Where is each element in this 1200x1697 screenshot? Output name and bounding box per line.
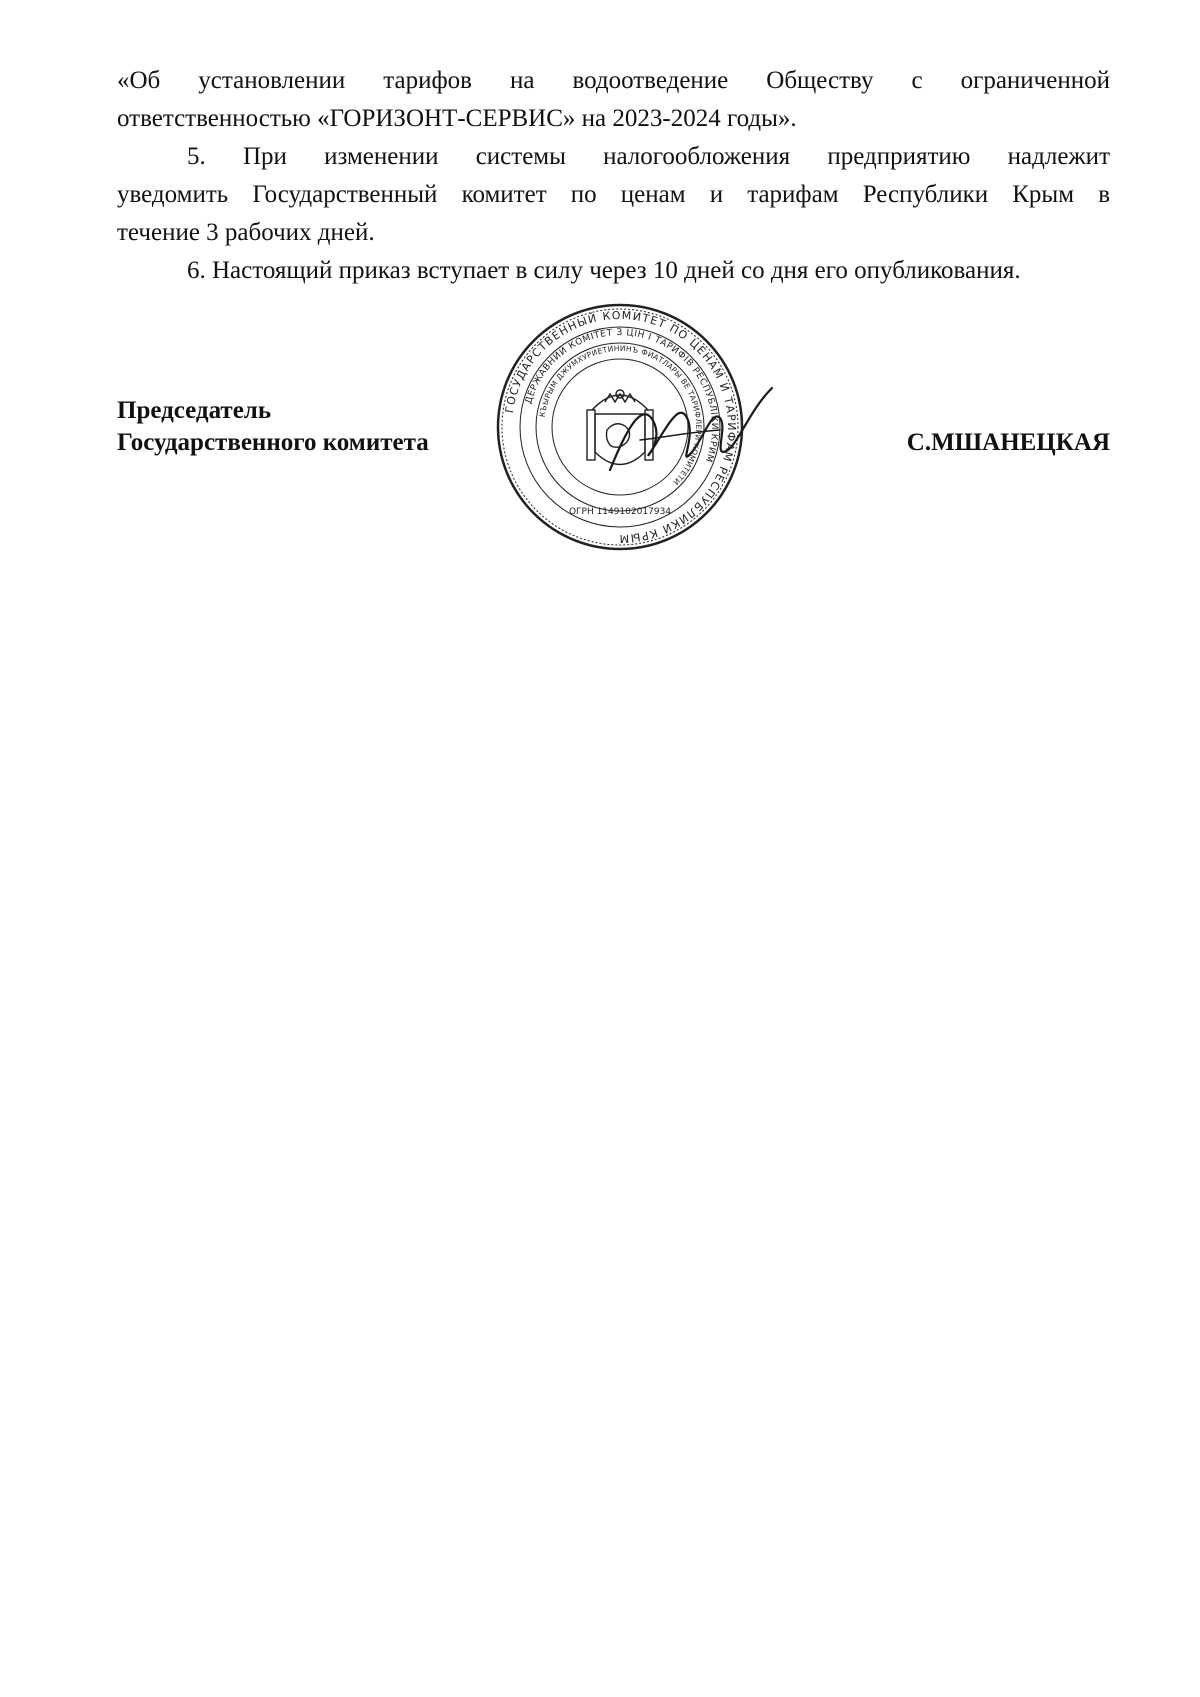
signatory-name: С.МШАНЕЦКАЯ [906,429,1110,456]
svg-text:КЪЫРЫМ ДЖУМХУРИЕТИНИНЪ ФИАТЛАР: КЪЫРЫМ ДЖУМХУРИЕТИНИНЪ ФИАТЛАРЫ ВЕ ТАРИФЛЕРИ КОМИТЕТИ [537,343,704,487]
svg-text:ГОСУДАРСТВЕННЫЙ КОМИТЕТ ПО ЦЕН: ГОСУДАРСТВЕННЫЙ КОМИТЕТ ПО ЦЕНАМ И ТАРИФАМ РЕСПУБЛИКИ КРЫМ [502,308,739,546]
signature-block [117,395,1110,465]
item-5-line: течение 3 рабочих дней. [117,219,375,246]
signatory-title-line: Государственного комитета [117,429,429,456]
item-5-line: 5. При изменении системы налогообложения предприятию надлежит [187,143,1110,170]
signatory-title-line: Председатель [117,397,272,424]
svg-text:ОГРН 1149102017934: ОГРН 1149102017934 [568,507,672,517]
paragraph-line: ответственностью «ГОРИЗОНТ-СЕРВИС» на 2023-2024 годы». [117,105,797,132]
item-5-line: уведомить Государственный комитет по ценам и тарифам Республики Крым в [117,181,1110,208]
signatory-title [117,395,429,459]
svg-text:ДЕРЖАВНИЙ КОМІТЕТ З ЦІН І ТАРИ: ДЕРЖАВНИЙ КОМІТЕТ З ЦІН І ТАРИФІВ РЕСПУБЛІКИ КРИМ [524,327,720,464]
document-body [117,62,1110,290]
paragraph-line: «Об установлении тарифов на водоотведение Обществу с ограниченной [117,67,1110,94]
item-6: 6. Настоящий приказ вступает в силу через 10 дней со дня его опубликования. [187,257,1021,284]
